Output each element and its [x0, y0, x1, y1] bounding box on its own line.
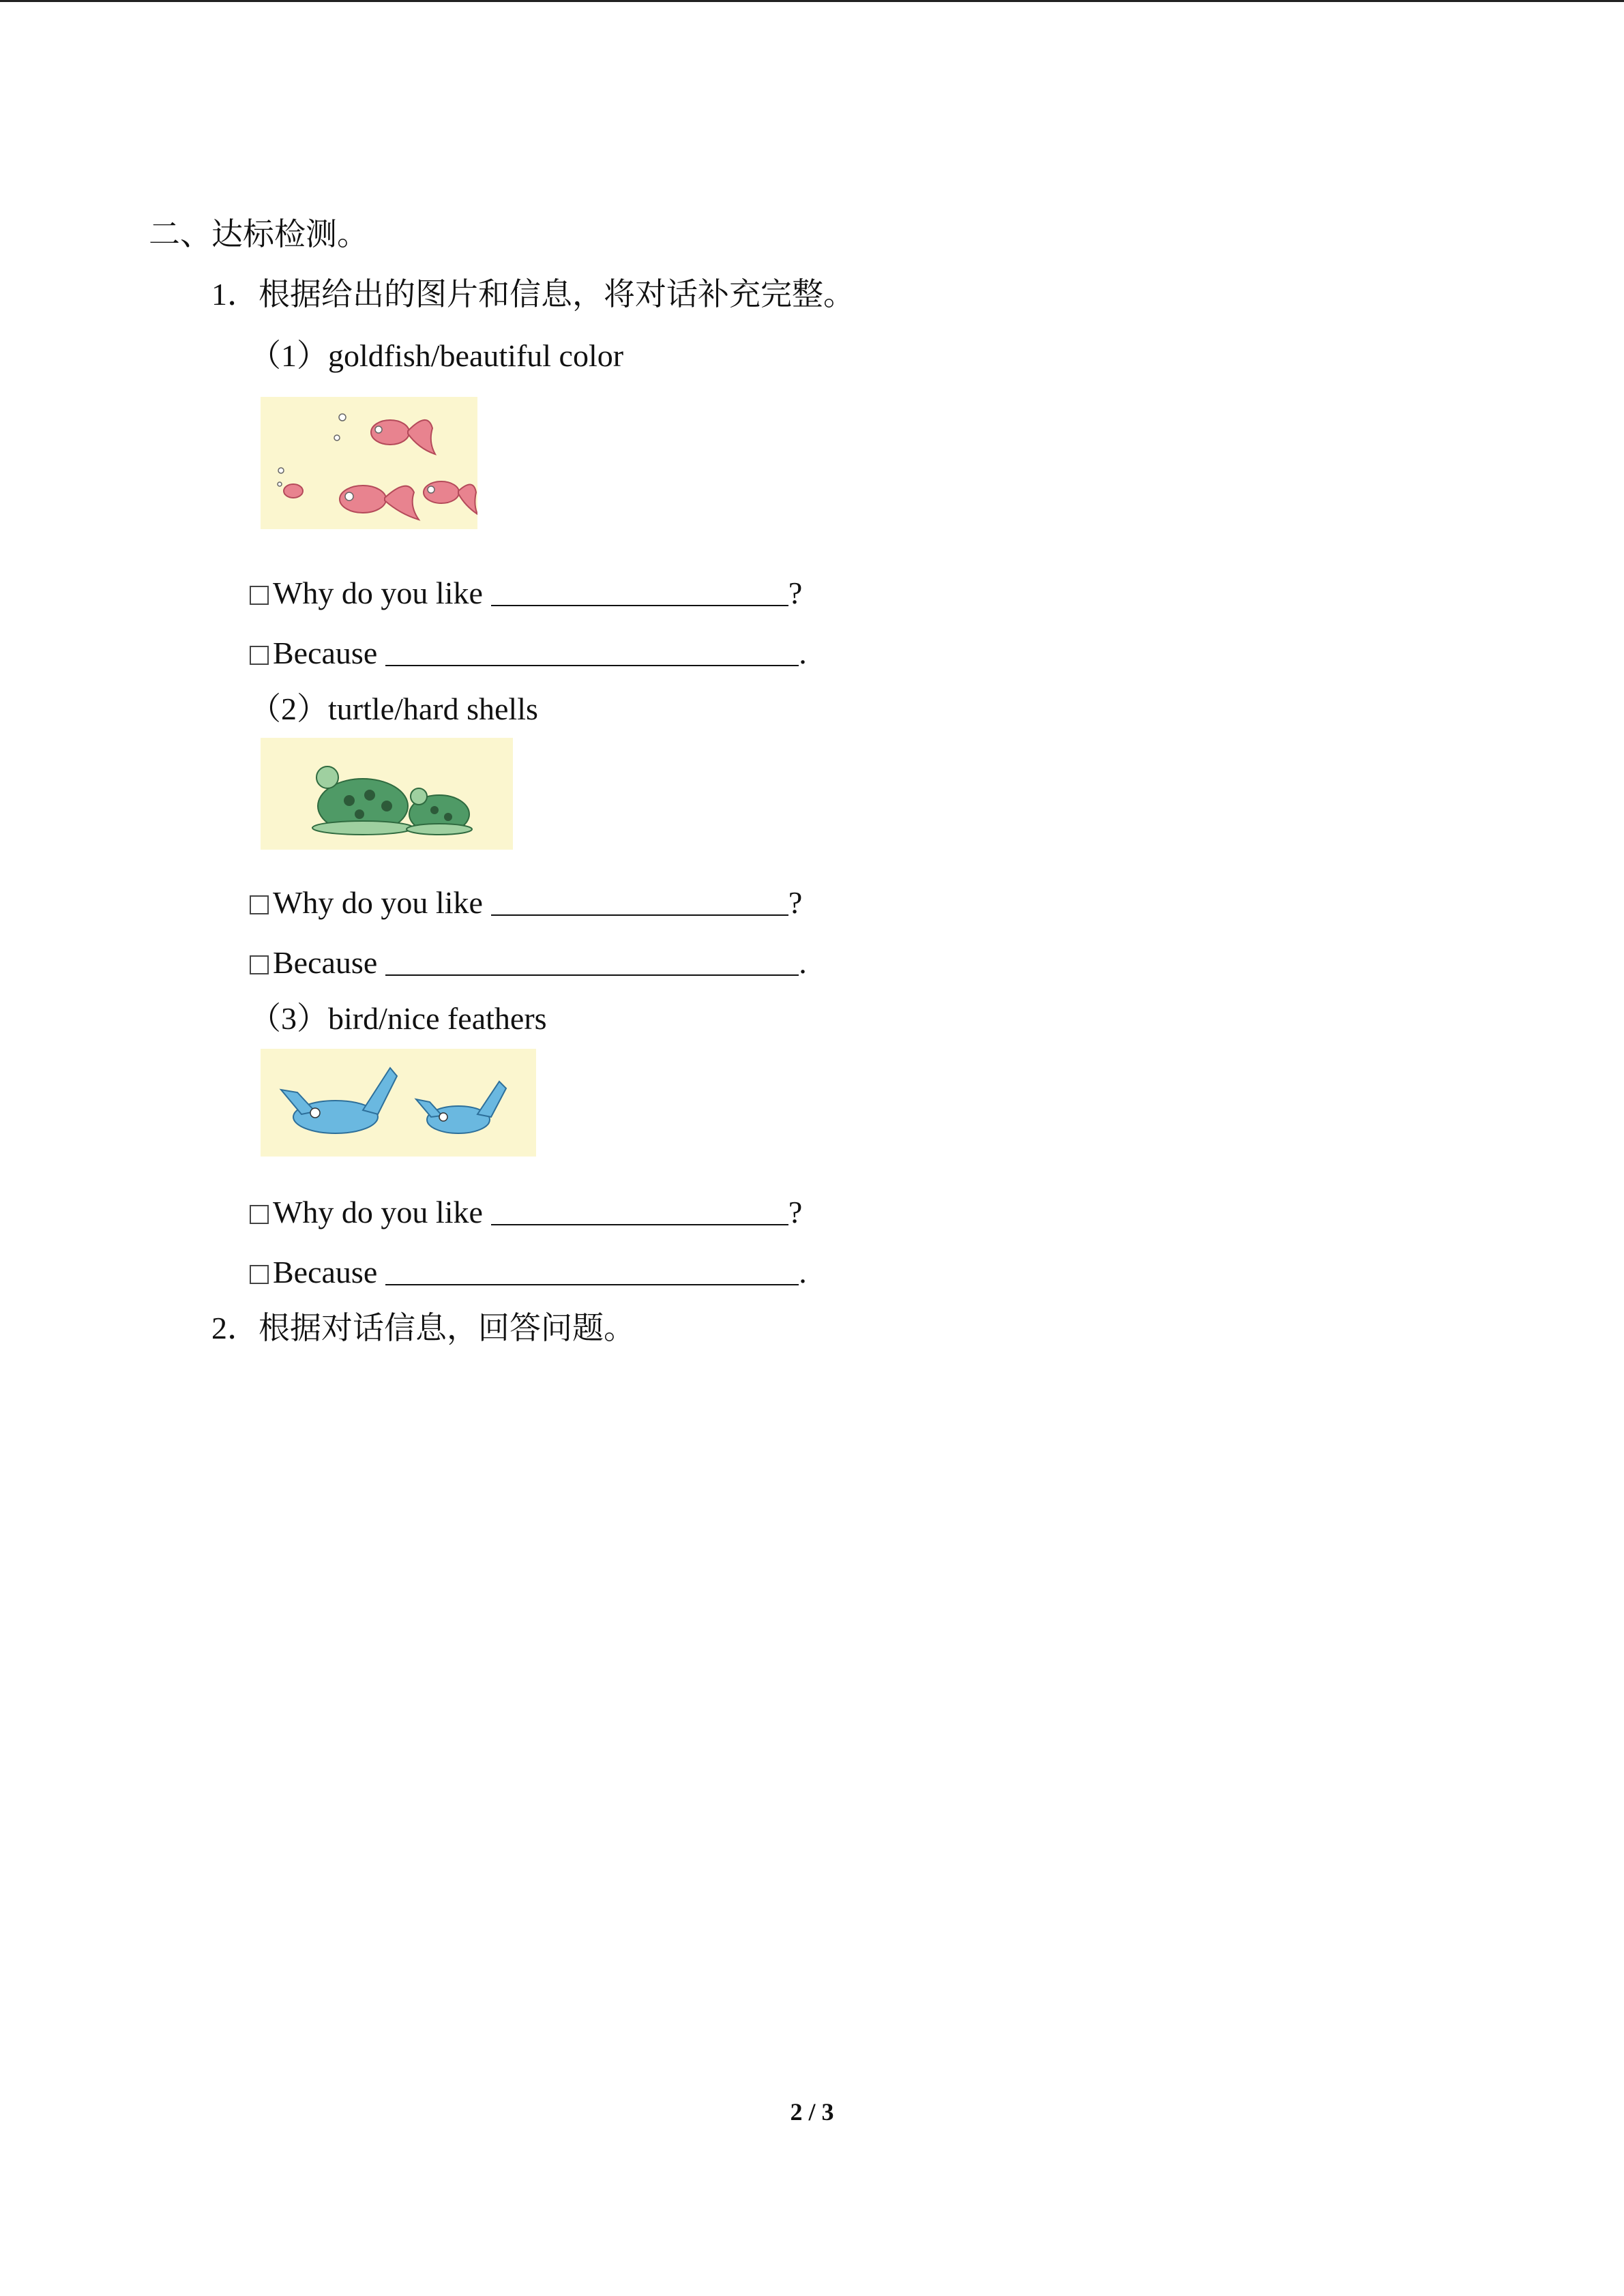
item-2-question-checkbox[interactable]: [250, 895, 269, 914]
item-2-question: Why do you like ?: [250, 884, 802, 922]
item-3-answer-checkbox[interactable]: [250, 1265, 269, 1284]
section-title: 二、达标检测。: [149, 217, 368, 252]
bird-picture: [261, 1049, 536, 1157]
item-1-question-blank[interactable]: [491, 578, 788, 606]
item-1-answer-blank[interactable]: [385, 638, 799, 666]
question-1-title: 1．根据给出的图片和信息，将对话补充完整。: [211, 277, 855, 312]
goldfish-picture: [261, 397, 477, 529]
turtle-picture: [261, 738, 513, 850]
item-2-answer: Because .: [250, 944, 807, 982]
item-2-answer-checkbox[interactable]: [250, 955, 269, 974]
question-2-title: 2．根据对话信息，回答问题。: [211, 1311, 635, 1345]
item-2-answer-blank[interactable]: [385, 947, 799, 976]
item-1-question-checkbox[interactable]: [250, 586, 269, 605]
item-3-label: （3）bird/nice feathers: [250, 1001, 547, 1036]
item-3-answer: Because .: [250, 1253, 807, 1292]
item-1-label: （1）goldfish/beautiful color: [250, 338, 624, 373]
item-1-question: Why do you like ?: [250, 574, 802, 612]
top-border: [0, 0, 1624, 2]
item-3-question: Why do you like ?: [250, 1193, 802, 1232]
page-number: 2 / 3: [790, 2098, 834, 2126]
item-1-answer: Because .: [250, 634, 807, 672]
turtle-illustration: [261, 738, 513, 850]
item-3-question-checkbox[interactable]: [250, 1205, 269, 1224]
item-3-question-blank[interactable]: [491, 1197, 788, 1225]
item-2-question-blank[interactable]: [491, 887, 788, 916]
bird-illustration: [261, 1049, 536, 1157]
goldfish-illustration: [261, 397, 477, 529]
item-3-answer-blank[interactable]: [385, 1257, 799, 1285]
item-1-answer-checkbox[interactable]: [250, 646, 269, 665]
item-2-label: （2）turtle/hard shells: [250, 691, 538, 726]
